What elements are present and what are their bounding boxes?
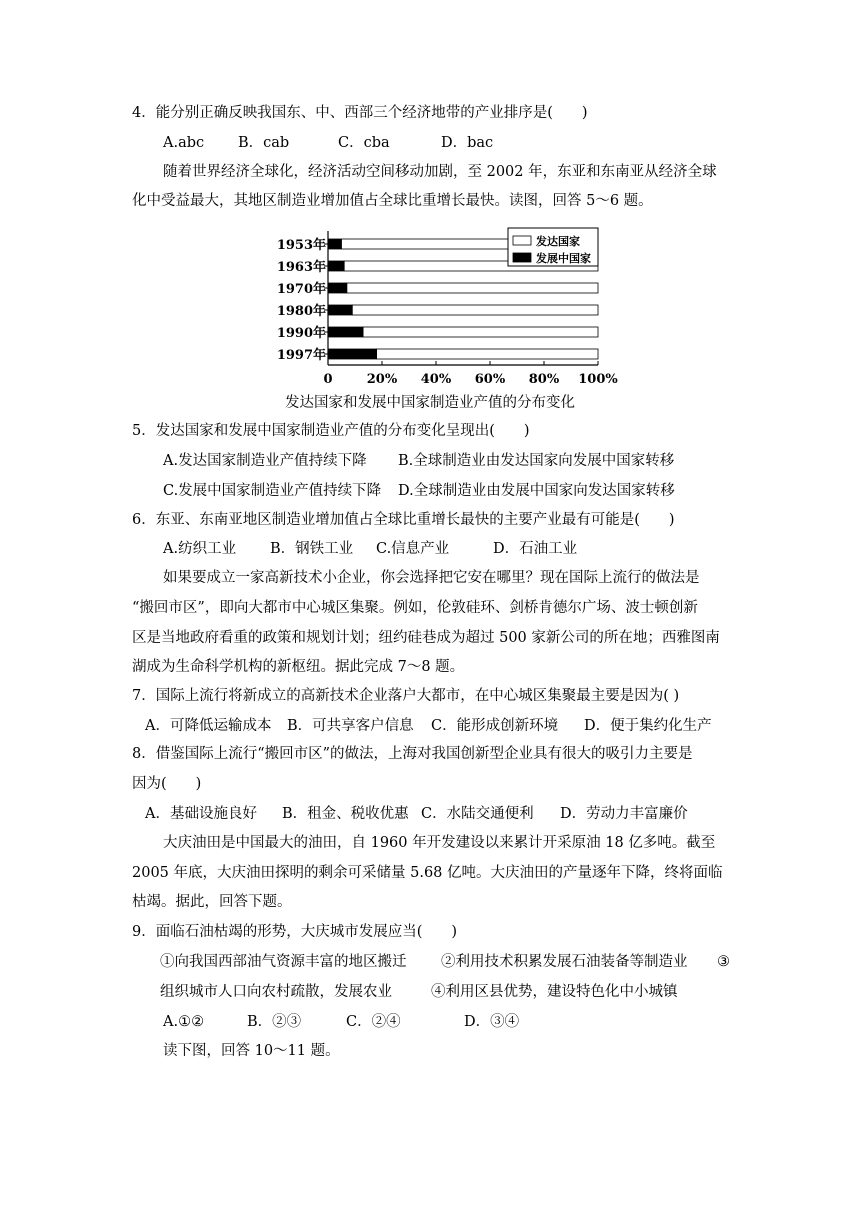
bar-developed-3 xyxy=(352,305,598,315)
bar-developed-5 xyxy=(377,349,598,359)
passage2-line1: 如果要成立一家高新技术小企业，你会选择把它安在哪里？现在国际上流行的做法是 xyxy=(163,570,700,586)
bar-developing-2 xyxy=(328,283,347,293)
y-tick-label-0: 1953年 xyxy=(276,238,326,253)
q9-option-c: C．②④ xyxy=(346,1014,401,1030)
bar-developing-3 xyxy=(328,305,352,315)
bar-developed-2 xyxy=(347,283,598,293)
q4-option-b: B．cab xyxy=(238,135,290,151)
q6-option-b: B．钢铁工业 xyxy=(270,541,354,557)
passage2-line2: “搬回市区”，即向大都市中心城区集聚。例如，伦敦硅环、剑桥肯德尔广场、波士顿创新 xyxy=(132,600,698,616)
passage3-line1: 大庆油田是中国最大的油田，自 1960 年开发建设以来累计开采原油 18 亿多吨。截至 xyxy=(163,835,716,851)
q5-option-a: A.发达国家制造业产值持续下降 xyxy=(163,453,367,469)
x-tick-label-2: 40% xyxy=(420,372,452,385)
legend-label-1: 发展中国家 xyxy=(536,252,591,265)
bar-developing-5 xyxy=(328,349,377,359)
q9-stem: 9．面临石油枯竭的形势，大庆城市发展应当( ) xyxy=(132,924,458,940)
q8-option-c: C．水陆交通便利 xyxy=(421,806,534,822)
x-tick-label-0: 0 xyxy=(323,372,333,385)
q6-option-d: D．石油工业 xyxy=(493,541,578,557)
passage2-line3: 区是当地政府看重的政策和规划计划；纽约硅巷成为超过 500 家新公司的所在地；西雅图南 xyxy=(132,630,720,646)
bar-developed-4 xyxy=(363,327,598,337)
q7-option-b: B．可共享客户信息 xyxy=(287,718,414,734)
q9-option-a: A.①② xyxy=(163,1014,205,1030)
q7-stem: 7．国际上流行将新成立的高新技术企业落户大都市，在中心城区集聚最主要是因为( ) xyxy=(132,688,680,704)
passage3-line3: 枯竭。据此，回答下题。 xyxy=(132,894,292,910)
q9-option-b: B．②③ xyxy=(247,1014,302,1030)
bar-developing-0 xyxy=(328,239,342,249)
q4-stem: 4．能分别正确反映我国东、中、西部三个经济地带的产业排序是( ) xyxy=(132,105,588,121)
q6-option-c: C.信息产业 xyxy=(376,541,450,557)
x-tick-label-5: 100% xyxy=(578,372,618,385)
q5-option-b: B.全球制造业由发达国家向发展中国家转移 xyxy=(398,453,675,469)
q9-item-4: ④利用区县优势，建设特色化中小城镇 xyxy=(431,984,678,1000)
q9-item-2: ②利用技术积累发展石油装备等制造业 xyxy=(441,954,688,970)
bar-developing-1 xyxy=(328,261,344,271)
passage1-line2: 化中受益最大，其地区制造业增加值占全球比重增长最快。读图，回答 5～6 题。 xyxy=(132,193,653,209)
q9-item-3-mark: ③ xyxy=(717,954,730,970)
q8-stem-line1: 8．借鉴国际上流行“搬回市区”的做法，上海对我国创新型企业具有很大的吸引力主要是 xyxy=(132,746,693,762)
passage3-line2: 2005 年底，大庆油田探明的剩余可采储量 5.68 亿吨。大庆油田的产量逐年下降，终将面临 xyxy=(132,865,723,881)
x-tick-label-4: 80% xyxy=(528,372,560,385)
q7-option-c: C．能形成创新环境 xyxy=(431,718,559,734)
y-tick-label-1: 1963年 xyxy=(276,260,326,275)
q8-stem-line2: 因为( ) xyxy=(132,776,202,792)
q7-option-a: A．可降低运输成本 xyxy=(145,718,272,734)
q8-option-d: D．劳动力丰富廉价 xyxy=(560,806,688,822)
q9-item-3-text: 组织城市人口向农村疏散，发展农业 xyxy=(160,984,392,1000)
q8-option-b: B．租金、税收优惠 xyxy=(282,806,409,822)
y-tick-label-2: 1970年 xyxy=(276,282,326,297)
q5-option-d: D.全球制造业由发展中国家向发达国家转移 xyxy=(398,483,675,499)
q4-option-c: C．cba xyxy=(338,135,390,151)
chart-caption: 发达国家和发展中国家制造业产值的分布变化 xyxy=(285,395,575,411)
q4-option-d: D．bac xyxy=(441,135,494,151)
bar-developing-4 xyxy=(328,327,363,337)
q4-option-a: A.abc xyxy=(163,135,205,151)
passage4-line1: 读下图，回答 10～11 题。 xyxy=(163,1043,340,1059)
q8-option-a: A．基础设施良好 xyxy=(145,806,257,822)
y-tick-label-3: 1980年 xyxy=(276,304,326,319)
q9-item-1: ①向我国西部油气资源丰富的地区搬迁 xyxy=(160,954,407,970)
q6-stem: 6．东亚、东南亚地区制造业增加值占全球比重增长最快的主要产业最有可能是( ) xyxy=(132,512,675,528)
q9-option-d: D．③④ xyxy=(464,1014,520,1030)
y-tick-label-5: 1997年 xyxy=(276,348,326,363)
x-tick-label-1: 20% xyxy=(366,372,398,385)
legend-swatch-1 xyxy=(513,253,531,262)
q7-option-d: D．便于集约化生产 xyxy=(584,718,712,734)
q5-stem: 5．发达国家和发展中国家制造业产值的分布变化呈现出( ) xyxy=(132,423,530,439)
legend-swatch-0 xyxy=(513,236,531,245)
y-tick-label-4: 1990年 xyxy=(276,326,326,341)
q6-option-a: A.纺织工业 xyxy=(163,541,237,557)
q5-option-c: C.发展中国家制造业产值持续下降 xyxy=(163,483,382,499)
x-tick-label-3: 60% xyxy=(474,372,506,385)
legend-label-0: 发达国家 xyxy=(536,235,580,248)
passage2-line4: 湖成为生命科学机构的新枢纽。据此完成 7～8 题。 xyxy=(132,659,465,675)
manufacturing-share-chart xyxy=(270,225,630,385)
passage1-line1: 随着世界经济全球化，经济活动空间移动加剧，至 2002 年，东亚和东南亚从经济全球 xyxy=(163,164,717,180)
